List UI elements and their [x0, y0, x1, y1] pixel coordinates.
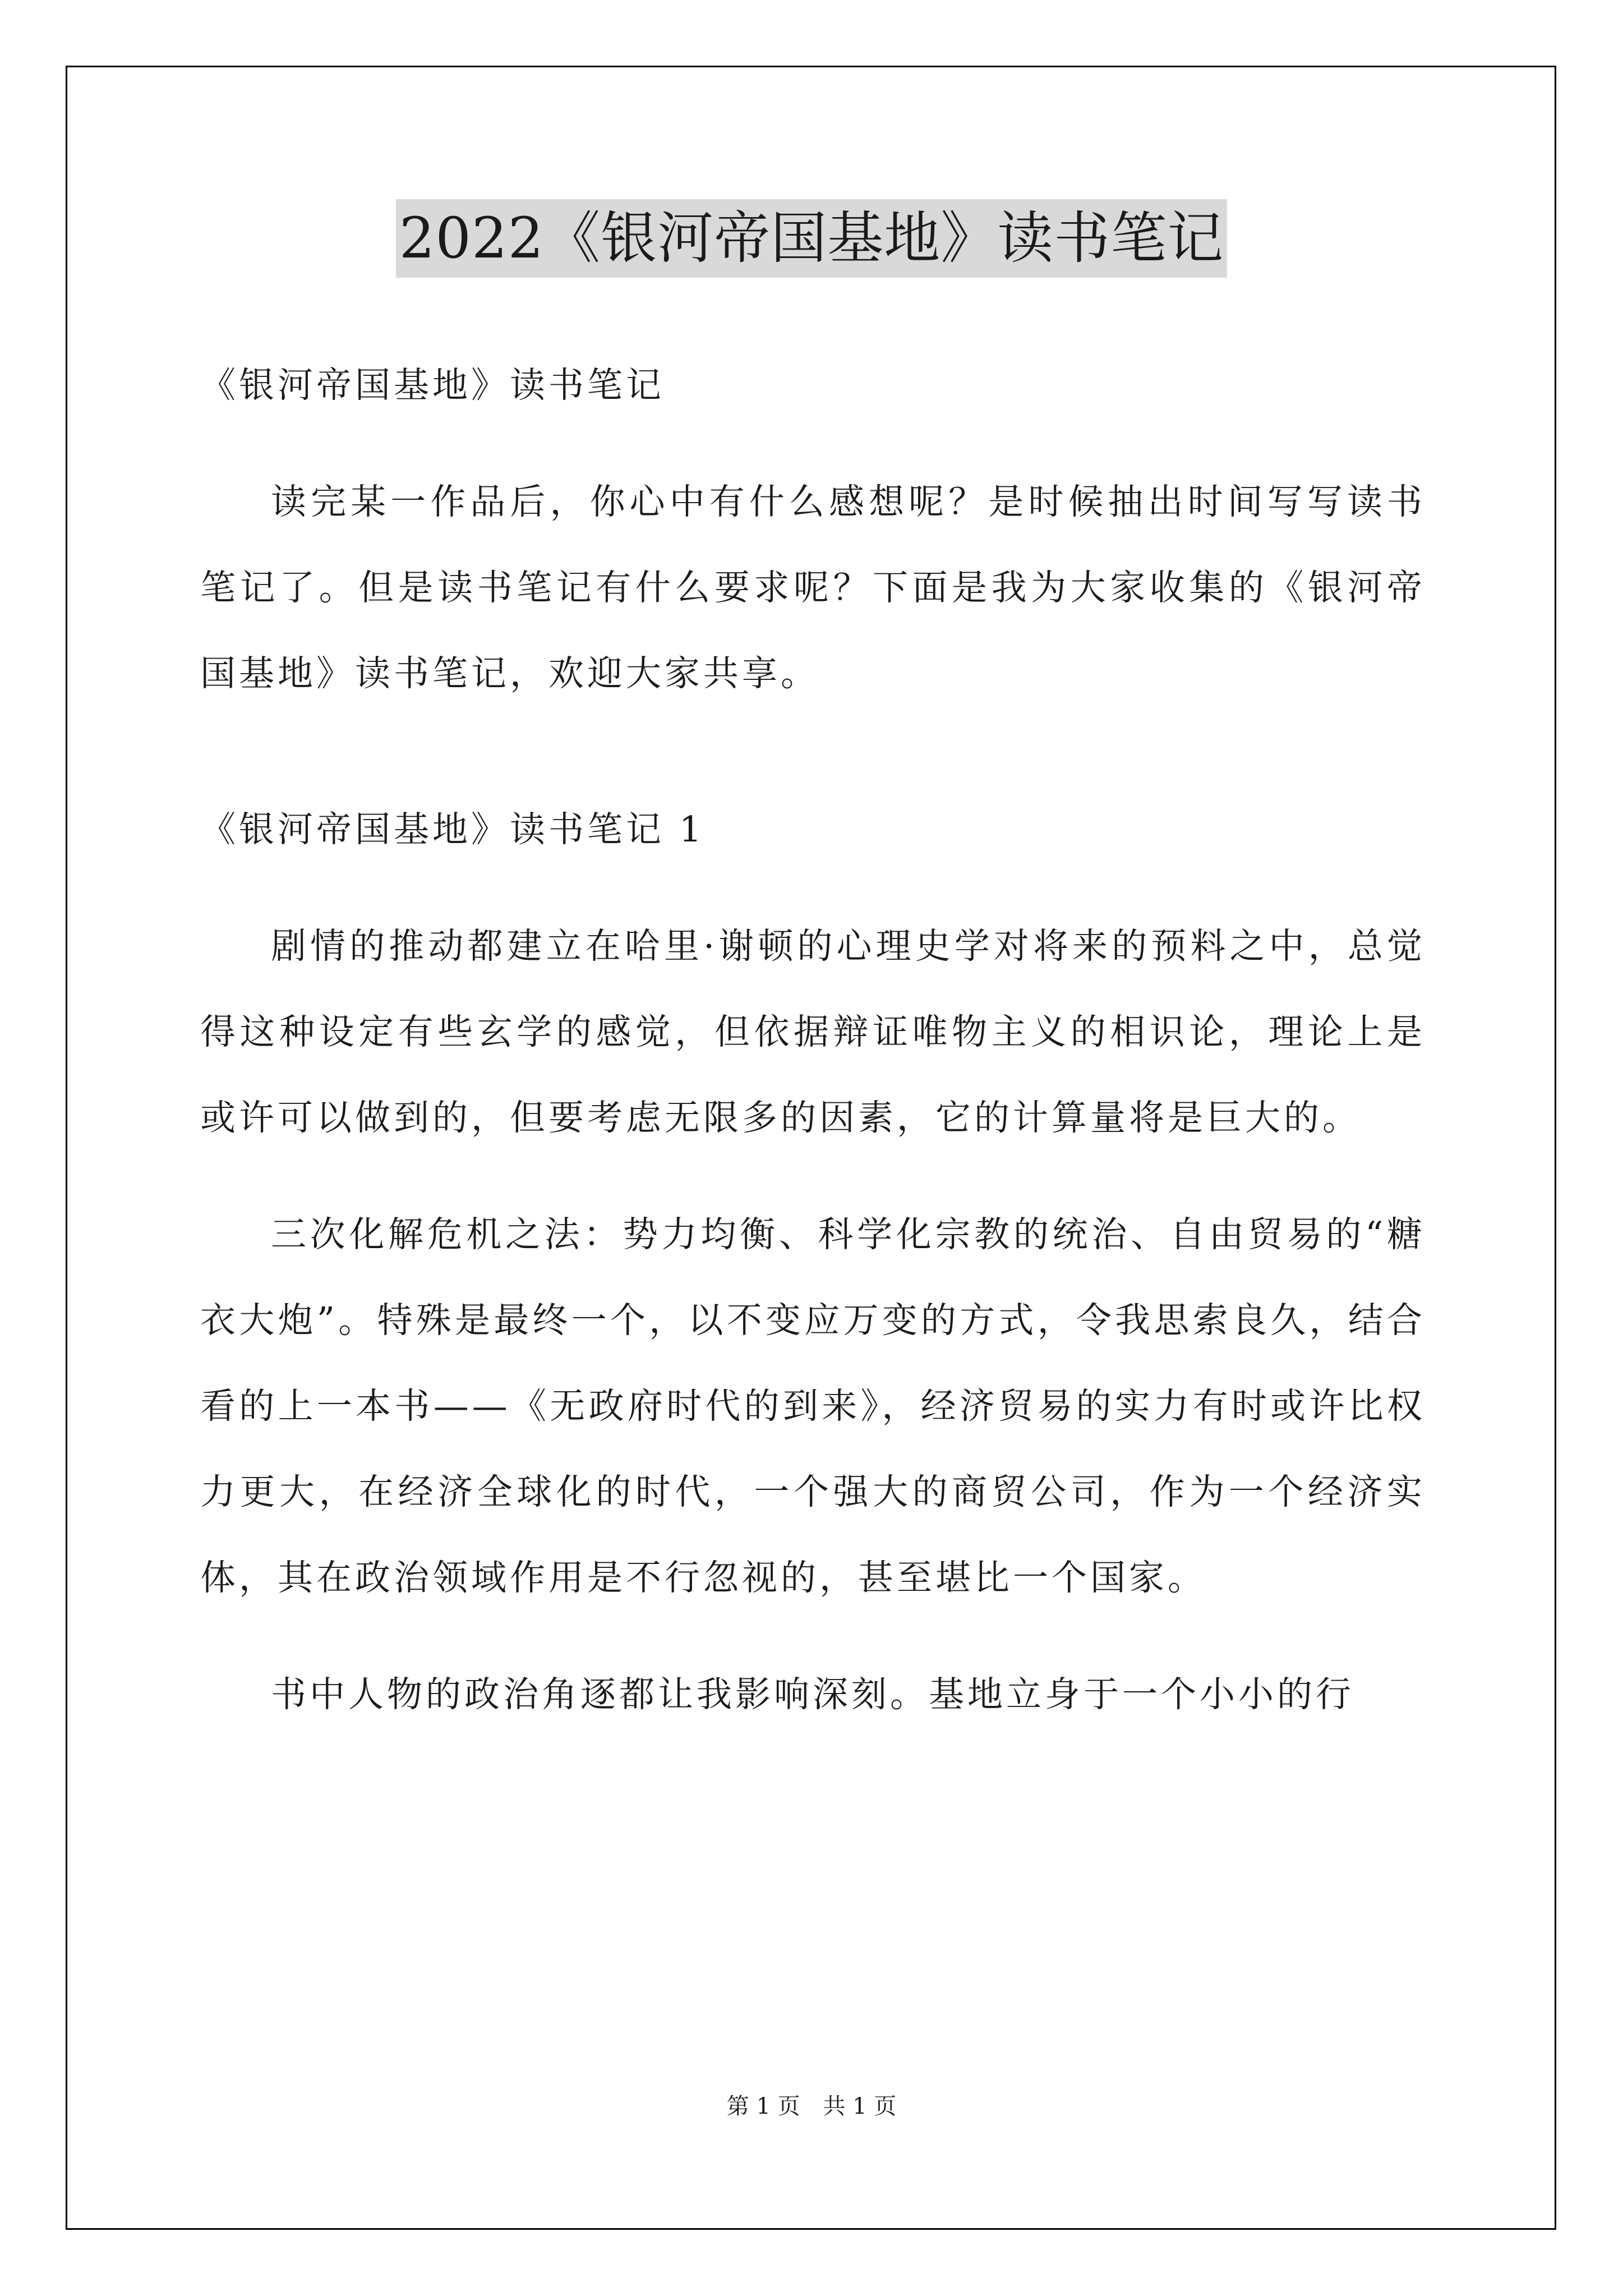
intro-paragraph: 读完某一作品后，你心中有什么感想呢？是时候抽出时间写写读书笔记了。但是读书笔记有什么要求呢？下面是我为大家收集的《银河帝国基地》读书笔记，欢迎大家共享。 [200, 481, 1426, 694]
section-heading: 《银河帝国基地》读书笔记 1 [200, 809, 706, 850]
body-paragraph: 书中人物的政治角逐都让我影响深刻。基地立身于一个小小的行 [271, 1674, 1354, 1715]
intro-heading: 《银河帝国基地》读书笔记 [200, 365, 665, 406]
document-title: 2022《银河帝国基地》读书笔记 [396, 199, 1228, 278]
title-container [0, 199, 1623, 278]
document-body [200, 342, 1426, 1737]
page-number: 第 1 页 [726, 2093, 800, 2119]
body-paragraph: 剧情的推动都建立在哈里·谢顿的心理史学对将来的预料之中，总觉得这种设定有些玄学的感觉，但依据辩证唯物主义的相识论，理论上是或许可以做到的，但要考虑无限多的因素，它的计算量将是巨大的。 [200, 926, 1426, 1138]
body-paragraph: 三次化解危机之法：势力均衡、科学化宗教的统治、自由贸易的“糖衣大炮”。特殊是最终一个，以不变应万变的方式，令我思索良久，结合看的上一本书——《无政府时代的到来》，经济贸易的实力有时或许比权力更大，在经济全球化的时代，一个强大的商贸公司，作为一个经济实体，其在政治领域作用是不行忽视的，甚至堪比一个国家。 [200, 1214, 1426, 1598]
page-total: 共 1 页 [823, 2093, 897, 2119]
page-footer [0, 2090, 1623, 2123]
